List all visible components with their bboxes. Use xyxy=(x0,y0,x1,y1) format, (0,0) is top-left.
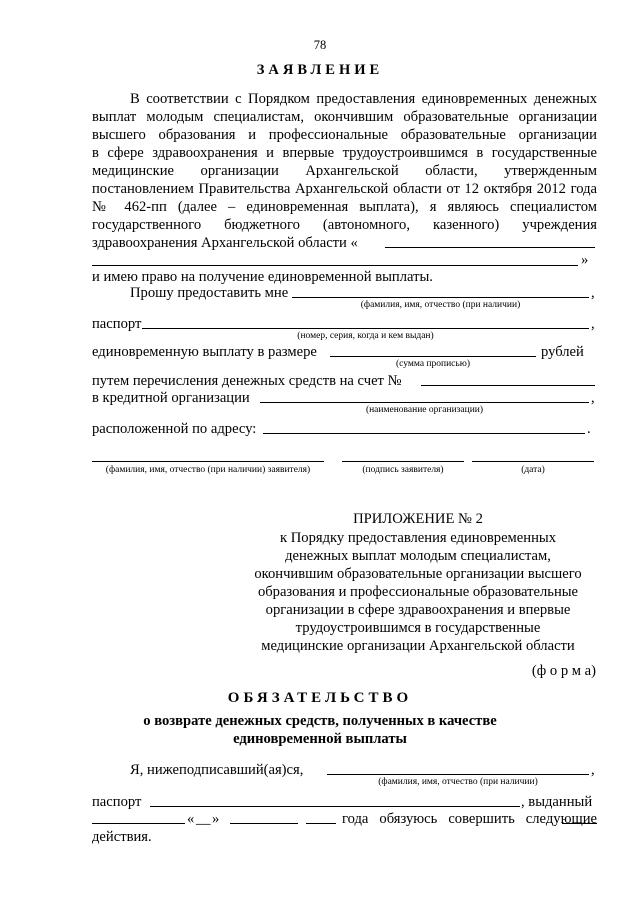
appendix-line: денежных выплат молодым специалистам, xyxy=(285,548,551,564)
para-line: выплат молодым специалистам, окончившим образовательные организации xyxy=(92,109,597,125)
eligibility-line: и имею право на получение единовременной выплаты. xyxy=(92,269,433,285)
date-quote-close: » xyxy=(212,811,220,827)
undersigned-caption: (фамилия, имя, отчество (при наличии) xyxy=(378,777,538,787)
amount-suffix: рублей xyxy=(541,344,584,360)
applicant-name-caption: (фамилия, имя, отчество (при наличии) заявителя) xyxy=(105,465,311,475)
para-line: постановлением Правительства Архангельской области от 12 октября 2012 года xyxy=(92,181,597,197)
comma: , xyxy=(591,390,595,406)
obligation-passport-field[interactable] xyxy=(150,806,520,807)
close-quote: » xyxy=(581,252,589,268)
bank-caption: (наименование организации) xyxy=(365,405,484,415)
appendix-line: трудоустроившимся в государственные xyxy=(295,620,541,636)
passport-field[interactable] xyxy=(142,328,589,329)
request-label: Прошу предоставить мне xyxy=(130,285,289,301)
bank-field[interactable] xyxy=(260,402,589,403)
issuer-field[interactable] xyxy=(92,823,185,824)
signature-caption: (подпись заявителя) xyxy=(362,465,444,475)
issued-label: , выданный xyxy=(521,794,593,810)
comma: , xyxy=(591,316,595,332)
fullname-field[interactable] xyxy=(292,297,589,298)
obligation-last-line: действия. xyxy=(92,829,152,845)
comma: , xyxy=(591,762,595,778)
date-field[interactable] xyxy=(472,461,594,462)
para-line: В соответствии с Порядком предоставления единовременных денежных xyxy=(130,91,597,107)
applicant-name-field[interactable] xyxy=(92,461,324,462)
undersigned-label: Я, нижеподписавший(ая)ся, xyxy=(130,762,304,778)
appendix-line: к Порядку предоставления единовременных xyxy=(280,530,556,546)
para-line: государственного бюджетного (автономного, казенного) учреждения xyxy=(92,217,597,233)
appendix-line: организации в сфере здравоохранения и впервые xyxy=(265,602,571,618)
date-quote-open: « xyxy=(187,811,195,827)
para-line: здравоохранения Архангельской области « xyxy=(92,235,358,251)
page-number: 78 xyxy=(313,38,327,52)
amount-field[interactable] xyxy=(330,356,536,357)
address-field[interactable] xyxy=(263,433,585,434)
obligation-text: года обязуюсь совершить следующие xyxy=(342,811,597,827)
para-line: высшего образования и профессиональные образовательные организации xyxy=(92,127,597,143)
para-line: № 462-пп (далее – единовременная выплата), я являюсь специалистом xyxy=(92,199,597,215)
fullname-caption: (фамилия, имя, отчество (при наличии) xyxy=(360,300,521,310)
date-caption: (дата) xyxy=(521,465,545,475)
account-field[interactable] xyxy=(421,385,595,386)
date-year-field[interactable] xyxy=(306,823,336,824)
form-note: (ф о р м а) xyxy=(531,663,596,679)
obligation-title: ОБЯЗАТЕЛЬСТВО xyxy=(227,690,413,706)
appendix-line: окончившим образовательные организации высшего xyxy=(254,566,582,582)
address-end: . xyxy=(587,421,591,437)
appendix-line: образования и профессиональные образовательные xyxy=(257,584,579,600)
para-line: медицинские организации Архангельской области, утвержденным xyxy=(92,163,597,179)
obligation-subtitle: о возврате денежных средств, полученных в качестве xyxy=(143,713,497,729)
date-month-field[interactable] xyxy=(230,823,298,824)
amount-caption: (сумма прописью) xyxy=(396,359,470,369)
amount-label: единовременную выплату в размере xyxy=(92,344,317,360)
para-line: в сфере здравоохранения и впервые трудоустроившимся в государственные xyxy=(92,145,597,161)
comma: , xyxy=(591,285,595,301)
signature-field[interactable] xyxy=(342,461,464,462)
obligation-subtitle: единовременной выплаты xyxy=(233,731,407,747)
institution-field-line-2[interactable] xyxy=(92,265,578,266)
passport-caption: (номер, серия, когда и кем выдан) xyxy=(297,331,434,341)
appendix-heading: ПРИЛОЖЕНИЕ № 2 xyxy=(353,511,483,527)
statement-title: ЗАЯВЛЕНИЕ xyxy=(256,62,384,78)
passport-label: паспорт xyxy=(92,316,142,332)
institution-field-line[interactable] xyxy=(385,247,595,248)
undersigned-name-field[interactable] xyxy=(327,774,589,775)
transfer-label: путем перечисления денежных средств на счет № xyxy=(92,373,402,389)
appendix-line: медицинские организации Архангельской области xyxy=(261,638,575,654)
bank-label: в кредитной организации xyxy=(92,390,250,406)
date-day-blank[interactable]: __ xyxy=(196,811,211,827)
passport-label: паспорт xyxy=(92,794,142,810)
address-label: расположенной по адресу: xyxy=(92,421,257,437)
